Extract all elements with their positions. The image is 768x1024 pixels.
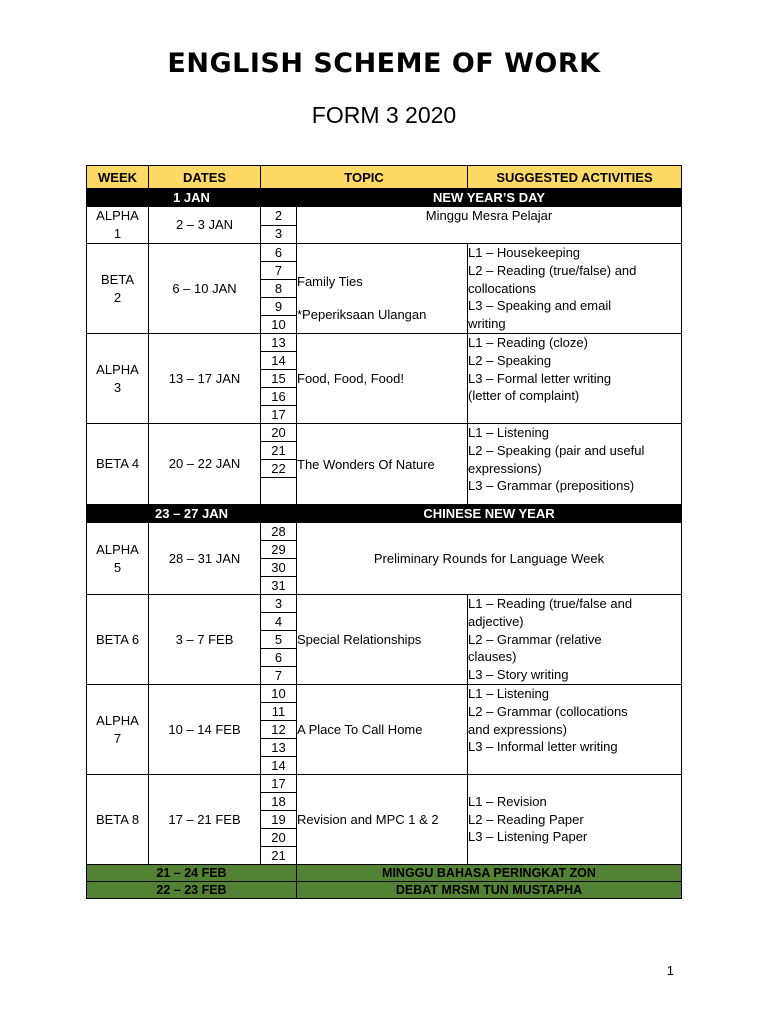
day-cell: 5 (261, 631, 297, 649)
activities-cell: L1 – Listening L2 – Grammar (collocations and expressions) L3 – Informal letter writing (468, 685, 682, 775)
activities-cell: L1 – Revision L2 – Reading Paper L3 – Listening Paper (468, 775, 682, 865)
week-cell: BETA 8 (87, 775, 149, 865)
holiday-row-cny (87, 505, 682, 523)
day-cell: 20 (261, 829, 297, 847)
week-cell: ALPHA 7 (87, 685, 149, 775)
day-cell: 31 (261, 577, 297, 595)
header-topic: TOPIC (261, 166, 468, 189)
day-cell: 6 (261, 649, 297, 667)
table-row (87, 424, 682, 442)
table-row (87, 207, 682, 226)
day-cell: 18 (261, 793, 297, 811)
activities-cell: L1 – Listening L2 – Speaking (pair and useful expressions) L3 – Grammar (prepositions) (468, 424, 682, 505)
dates-cell: 10 – 14 FEB (149, 685, 261, 775)
day-cell: 10 (261, 316, 297, 334)
dates-cell: 20 – 22 JAN (149, 424, 261, 505)
holiday-date: 1 JAN (87, 189, 297, 207)
week-cell: BETA 4 (87, 424, 149, 505)
day-cell: 20 (261, 424, 297, 442)
dates-cell: 17 – 21 FEB (149, 775, 261, 865)
dates-cell: 6 – 10 JAN (149, 244, 261, 334)
dates-cell: 13 – 17 JAN (149, 334, 261, 424)
day-cell: 6 (261, 244, 297, 262)
day-cell: 28 (261, 523, 297, 541)
day-cell: 3 (261, 225, 297, 244)
header-week: WEEK (87, 166, 149, 189)
scheme-of-work-table (86, 165, 682, 899)
day-cell: 19 (261, 811, 297, 829)
activities-cell: L1 – Reading (true/false and adjective) L2 – Grammar (relative clauses) L3 – Story writing (468, 595, 682, 685)
day-cell: 13 (261, 334, 297, 352)
day-cell: 3 (261, 595, 297, 613)
event-row (87, 882, 682, 899)
table-row (87, 244, 682, 262)
day-cell: 12 (261, 721, 297, 739)
day-cell: 2 (261, 207, 297, 226)
day-cell: 21 (261, 442, 297, 460)
dates-cell: 2 – 3 JAN (149, 207, 261, 244)
day-cell: 14 (261, 352, 297, 370)
topic-cell: Preliminary Rounds for Language Week (297, 523, 682, 595)
event-date: 22 – 23 FEB (87, 882, 297, 899)
topic-note: *Peperiksaan Ulangan (297, 306, 427, 322)
day-cell: 15 (261, 370, 297, 388)
topic-cell: Minggu Mesra Pelajar (297, 207, 682, 244)
activities-cell: L1 – Reading (cloze) L2 – Speaking L3 – Formal letter writing (letter of complaint) (468, 334, 682, 424)
header-activities: SUGGESTED ACTIVITIES (468, 166, 682, 189)
holiday-row-newyear (87, 189, 682, 207)
day-cell: 9 (261, 298, 297, 316)
day-cell: 22 (261, 460, 297, 478)
week-cell: BETA 2 (87, 244, 149, 334)
topic-cell: Family Ties *Peperiksaan Ulangan (297, 244, 468, 334)
activities-cell: L1 – Housekeeping L2 – Reading (true/false) and collocations L3 – Speaking and email writing (468, 244, 682, 334)
day-cell: 7 (261, 262, 297, 280)
day-cell: 29 (261, 541, 297, 559)
topic-cell: Revision and MPC 1 & 2 (297, 775, 468, 865)
week-cell: BETA 6 (87, 595, 149, 685)
week-cell: ALPHA 3 (87, 334, 149, 424)
day-cell: 10 (261, 685, 297, 703)
event-date: 21 – 24 FEB (87, 865, 297, 882)
document-title: ENGLISH SCHEME OF WORK (167, 48, 601, 79)
day-cell: 16 (261, 388, 297, 406)
table-header-row (87, 166, 682, 189)
table-row (87, 685, 682, 703)
event-label: DEBAT MRSM TUN MUSTAPHA (297, 882, 682, 899)
day-cell: 11 (261, 703, 297, 721)
holiday-label: NEW YEAR’S DAY (297, 189, 682, 207)
dates-cell: 28 – 31 JAN (149, 523, 261, 595)
table-row (87, 775, 682, 793)
holiday-label: CHINESE NEW YEAR (297, 505, 682, 523)
dates-cell: 3 – 7 FEB (149, 595, 261, 685)
holiday-date: 23 – 27 JAN (87, 505, 297, 523)
day-cell: 21 (261, 847, 297, 865)
table-row (87, 595, 682, 613)
topic-cell: The Wonders Of Nature (297, 424, 468, 505)
topic-cell: Special Relationships (297, 595, 468, 685)
day-cell: 4 (261, 613, 297, 631)
topic-cell: A Place To Call Home (297, 685, 468, 775)
header-dates: DATES (149, 166, 261, 189)
document-subtitle: FORM 3 2020 (311, 102, 457, 128)
day-cell: 8 (261, 280, 297, 298)
day-cell: 13 (261, 739, 297, 757)
event-label: MINGGU BAHASA PERINGKAT ZON (297, 865, 682, 882)
week-cell: ALPHA 5 (87, 523, 149, 595)
day-cell-empty (261, 478, 297, 505)
table-row (87, 334, 682, 352)
day-cell: 7 (261, 667, 297, 685)
week-cell: ALPHA 1 (87, 207, 149, 244)
day-cell: 14 (261, 757, 297, 775)
day-cell: 17 (261, 775, 297, 793)
topic-cell: Food, Food, Food! (297, 334, 468, 424)
event-row (87, 865, 682, 882)
page-number: 1 (666, 963, 674, 978)
day-cell: 17 (261, 406, 297, 424)
table-row (87, 523, 682, 541)
day-cell: 30 (261, 559, 297, 577)
